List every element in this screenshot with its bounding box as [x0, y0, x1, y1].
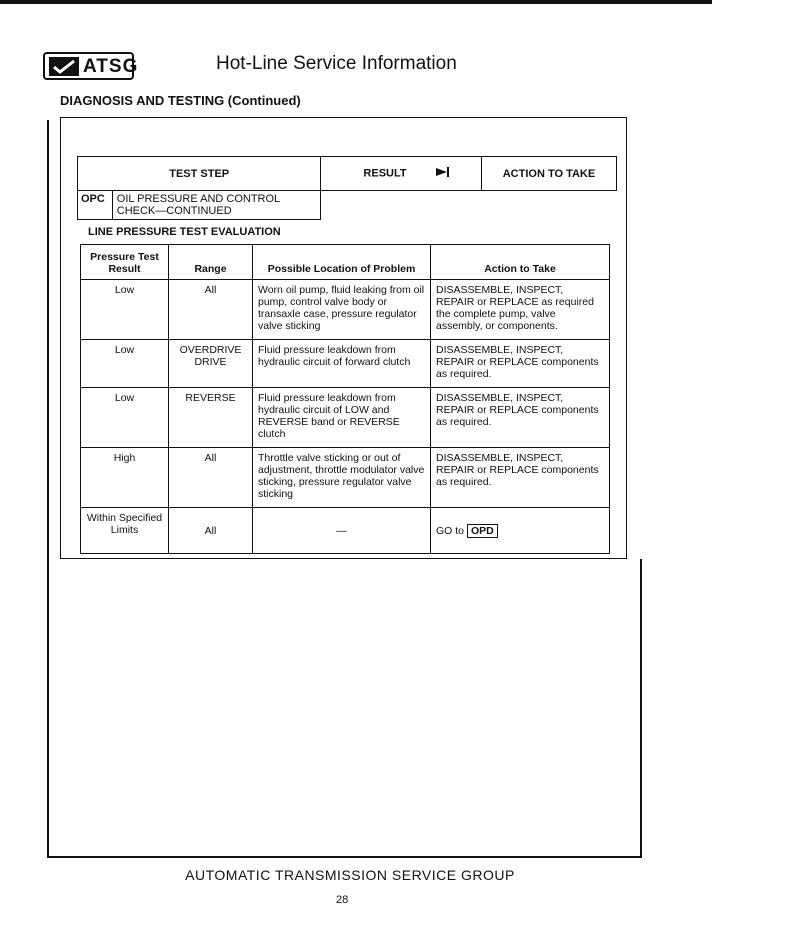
test-step-label: TEST STEP	[169, 167, 230, 180]
page-title: Hot-Line Service Information	[216, 53, 457, 74]
cell-pressure: Low	[81, 388, 169, 448]
table-row	[81, 340, 610, 388]
cell-range: All	[169, 280, 253, 340]
cell-action: DISASSEMBLE, INSPECT, REPAIR or REPLACE components as required.	[431, 340, 610, 388]
table-row	[81, 508, 610, 554]
cell-location: —	[253, 508, 431, 554]
table-row	[81, 448, 610, 508]
cell-pressure: Low	[81, 280, 169, 340]
checkmark-badge-icon	[49, 57, 79, 76]
cell-location: Fluid pressure leakdown from hydraulic circuit of LOW and REVERSE band or REVERSE clutch	[253, 388, 431, 448]
cell-action	[431, 508, 610, 554]
test-step-header	[78, 157, 321, 191]
cell-range: All	[169, 448, 253, 508]
cell-location: Fluid pressure leakdown from hydraulic circuit of forward clutch	[253, 340, 431, 388]
result-label: RESULT	[363, 167, 407, 180]
table-row	[81, 280, 610, 340]
table-header-row	[81, 245, 610, 280]
blank-cell	[321, 191, 617, 220]
cell-action: DISASSEMBLE, INSPECT, REPAIR or REPLACE components as required.	[431, 388, 610, 448]
cell-location: Worn oil pump, fluid leaking from oil pump, control valve body or transaxle case, pressure regulator valve sticking	[253, 280, 431, 340]
cell-action: DISASSEMBLE, INSPECT, REPAIR or REPLACE components as required.	[431, 448, 610, 508]
top-rule	[0, 0, 712, 4]
test-step-table	[77, 156, 617, 220]
result-header	[321, 157, 482, 191]
line-pressure-title: LINE PRESSURE TEST EVALUATION	[88, 226, 281, 238]
table-row	[81, 388, 610, 448]
frame-rule-bottom	[47, 856, 642, 858]
atsg-logo	[43, 52, 139, 80]
col-action: Action to Take	[431, 245, 610, 280]
action-header	[481, 157, 616, 191]
col-range: Range	[169, 245, 253, 280]
line-pressure-table	[80, 244, 610, 554]
footer-org: AUTOMATIC TRANSMISSION SERVICE GROUP	[185, 867, 515, 883]
cell-pressure: Low	[81, 340, 169, 388]
arrow-right-icon	[436, 167, 450, 180]
cell-range: OVERDRIVE DRIVE	[169, 340, 253, 388]
cell-range: REVERSE	[169, 388, 253, 448]
section-heading: DIAGNOSIS AND TESTING (Continued)	[60, 93, 301, 108]
step-description: OIL PRESSURE AND CONTROL CHECK—CONTINUED	[112, 191, 321, 220]
cell-pressure: High	[81, 448, 169, 508]
opd-reference: OPD	[467, 524, 498, 538]
page-number: 28	[336, 894, 349, 906]
frame-rule-left	[47, 120, 49, 857]
action-label: ACTION TO TAKE	[502, 167, 596, 180]
step-code: OPC	[78, 191, 113, 220]
cell-pressure: Within Specified Limits	[81, 508, 169, 554]
col-pressure: Pressure Test Result	[81, 245, 169, 280]
cell-action: DISASSEMBLE, INSPECT, REPAIR or REPLACE as required the complete pump, valve assembly, or components.	[431, 280, 610, 340]
logo-text: ATSG	[83, 55, 139, 77]
cell-location: Throttle valve sticking or out of adjustment, throttle modulator valve sticking, pressure regulator valve sticking	[253, 448, 431, 508]
frame-rule-right	[640, 559, 642, 857]
cell-range: All	[169, 508, 253, 554]
go-to-text: GO to	[436, 524, 465, 537]
col-location: Possible Location of Problem	[253, 245, 431, 280]
